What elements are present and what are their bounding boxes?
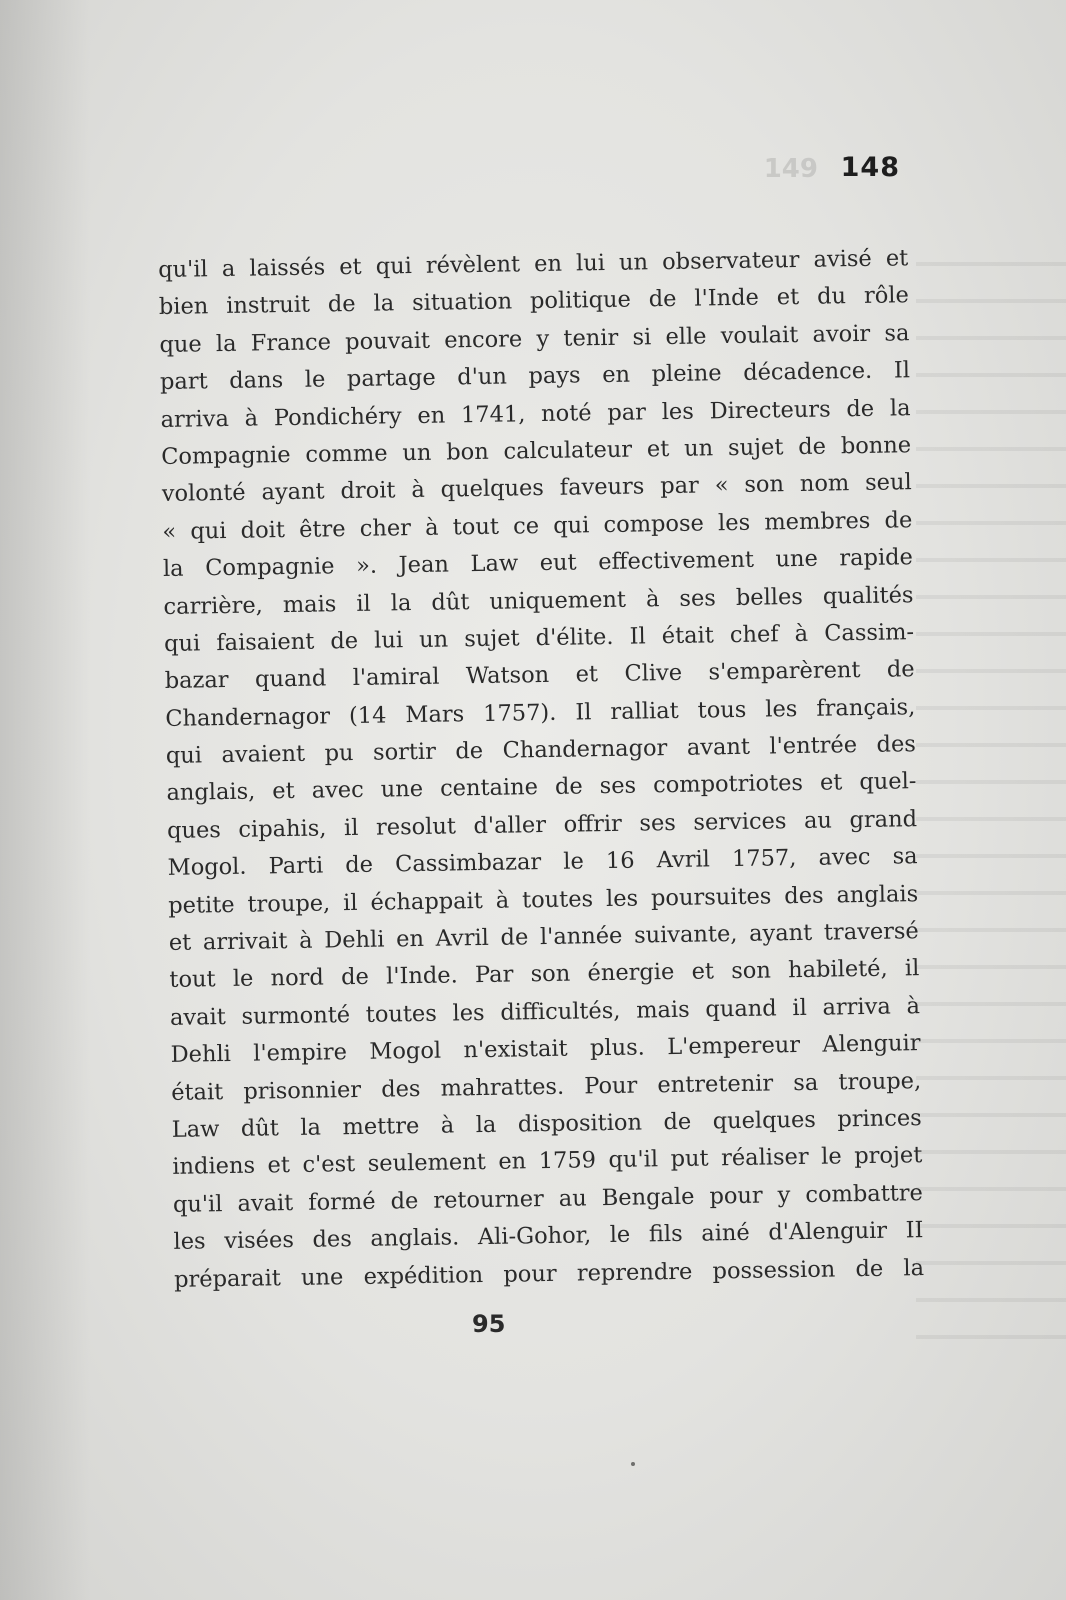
text-line: Compagnie comme un bon calculateur et un sujet de bonne (161, 432, 912, 470)
text-line: Mogol. Parti de Cassimbazar le 16 Avril 1757, avec sa (167, 843, 918, 882)
text-line: tout le nord de l'Inde. Par son énergie et son habileté, il (169, 955, 920, 994)
text-line: qu'il a laissés et qui révèlent en lui un observateur avisé et (158, 245, 909, 283)
page-edge-shadow (0, 0, 90, 1600)
text-line: les visées des anglais. Ali-Gohor, le fils ainé d'Alenguir II (173, 1217, 924, 1256)
text-line: Dehli l'empire Mogol n'existait plus. L'empereur Alenguir (170, 1030, 921, 1069)
text-line: préparait une expédition pour reprendre possession de la (173, 1254, 925, 1293)
text-line: et arrivait à Dehli en Avril de l'année suivante, ayant traversé (168, 918, 919, 956)
show-through-page-number: 149 (763, 154, 818, 184)
text-line: bien instruit de la situation politique de l'Inde et du rôle (158, 282, 909, 321)
text-line: petite troupe, il échappait à toutes les poursuites des anglais (168, 880, 919, 919)
page-number-top: 148 (840, 152, 900, 183)
text-line: part dans le partage d'un pays en pleine décadence. Il (159, 357, 911, 396)
paper-speck (631, 1462, 635, 1466)
text-line: arriva à Pondichéry en 1741, noté par les Directeurs de la (160, 394, 911, 433)
text-line: qu'il avait formé de retourner au Bengale pour y combattre (172, 1179, 924, 1218)
text-line: ques cipahis, il resolut d'aller offrir ses services au grand (166, 806, 918, 844)
text-line: avait surmonté toutes les difficultés, mais quand il arriva à (169, 992, 921, 1031)
text-line: Chandernagor (14 Mars 1757). Il ralliat tous les français, (165, 693, 916, 732)
text-line: était prisonnier des mahrattes. Pour entretenir sa troupe, (170, 1067, 922, 1106)
text-line: qui avaient pu sortir de Chandernagor avant l'entrée des (165, 731, 917, 770)
body-text (158, 240, 924, 1299)
text-line: carrière, mais il la dût uniquement à ses belles qualités (163, 581, 914, 620)
text-line: qui faisaient de lui un sujet d'élite. Il était chef à Cassim- (163, 619, 915, 657)
text-line: volonté ayant droit à quelques faveurs par « son nom seul (161, 469, 912, 508)
text-line: que la France pouvait encore y tenir si elle voulait avoir sa (159, 319, 910, 358)
page-number-bottom: 95 (472, 1310, 506, 1338)
text-line: bazar quand l'amiral Watson et Clive s'emparèrent de (164, 656, 915, 695)
text-line: anglais, et avec une centaine de ses compotriotes et quel- (166, 768, 917, 807)
text-line: « qui doit être cher à tout ce qui compose les membres de (162, 506, 913, 545)
text-line: Law dût la mettre à la disposition de quelques princes (171, 1105, 922, 1143)
show-through-text (916, 240, 1066, 1340)
text-line: la Compagnie ». Jean Law eut effectivement une rapide (162, 544, 914, 583)
text-line: indiens et c'est seulement en 1759 qu'il put réaliser le projet (172, 1142, 923, 1181)
